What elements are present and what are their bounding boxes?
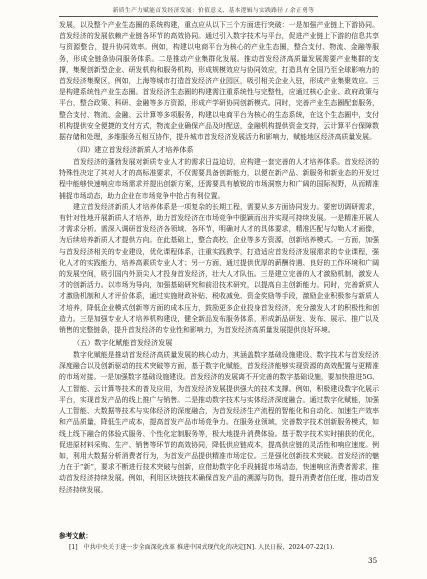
body-paragraph-digital: 数字化赋能是推动首发经济高质量发展的核心动力，其涵盖数字基础设施建设、数字技术与首发经济深度融合以及创新驱动的技术突破等方面，基于数字化赋能，首发经济能够实现资源的高效配置与更精准的市场对接。一是加强数字基础设施建设。首发经济的发展离不开完善的数字基础设施，要加快推进5G、人工智能、云计算等技术的普及应用，为首发经济发展提供强大的技术支撑。例如，积极建设数字化展示平台，实现首发产品的线上推广与销售。二是推动数字技术与实体经济深度融合。通过数字化赋能，加强人工智能、大数据等技术与实体经济的深度融合，为首发经济生产流程的智能化和自动化、加速生产效率和产品质量，降低生产成本，提高首发产品市场竞争力。在服务业领域，完善数字技术创新服务模式，如线上线下融合的体验式服务、个性化定制服务等，极大地提升消费体验。基于数字技术实时捕获的优化，促进原材料采购、生产、销售等环节的高效协同，降低供应链成本，提高供应链的灵活性和响应速度。例如，利用大数据分析消费者行为，为首发产品提供精准市场定位。三是强化创新技术突破。首发经济的魅力在于“新”，要求不断进行技术突破与创新，应借助数字化手段捕捉市场动态，快速响应消费者需求，推动首发经济持续发展。例如，利用区块链技术确保首发产品的溯源与防伪，提升消费者信任度，推动首发经济持续发展。 <box>59 351 379 494</box>
section-heading-digital: （五）数字化赋能首发经济发展 <box>73 338 173 348</box>
page-number: 35 <box>368 556 378 565</box>
body-paragraph-talent-system: 建立首发经济新质人才培养体系是一项复杂的长期工程，需要从多方面协同发力。要密切调研需求，有针对性地开展新质人才培养，助力首发经济在市场竞争中脱颖而出并实现可持续发展。一是精准开展人才需求分析。需深入调研首发经济各领域、各环节，明确对人才的具体要求，精准匹配与勾勒人才画像，为后续培养新质人才提供方向。在此基础上，整合高校、企业等多方资源，创新培养模式。一方面，加强与首发经济相关的专业建设，优化课程体系，注重实践教学，打造适应首发经济发展需求的专业课程，强化人才的实践能力，培养高素质专业人才；另一方面，通过提供优厚的薪酬待遇、良好的工作环境和广阔的发展空间，吸引国内外顶尖人才投身首发经济，壮大人才队伍。三是建立完善的人才激励机制，激发人才的创新活力。以市场为导向，加强基础研究和前沿技术研究，以提高自主创新能力。同时，完善新质人才激励机制和人才评价体系，通过实施财政补贴、税收减免、资金奖励等手段，激励企业积极参与新质人才培养，降低企业模式创新等方面的成本压力，鼓励更多企业投身首发经济，充分激发人才的积极性和创造力。三是加强专业人才培养机构建设，健全新品发布服务体系，形成新品研发、发布、展示、推广以及销售的完整链条，提升首发经济的专业性和影响力，为首发经济高质量发展提供良好环境。 <box>59 202 379 335</box>
reference-text: 中共中央关于进一步全面深化改革 推进中国式现代化的决定[N]. 人民日报，2024-07-22(1). <box>83 544 335 551</box>
reference-item <box>69 543 379 552</box>
reference-number: [1] <box>69 544 78 551</box>
article-body <box>59 20 379 496</box>
references-title: 参考文献： <box>59 532 92 540</box>
body-paragraph-industry-chain: 发展，以及整个产业生态圈的系统构建，重点应从以下三个方面进行突破：一是加强产业链上下游协同。首发经济的发展依赖产业链各环节的高效协同。通过引入数字技术与平台，促进产业链上下游的信息共享与资源整合，提升协同效率。例如，构建以电商平台为核心的产业生态圈，整合支付、物流、金融等服务，形成全链条协同服务体系。二是推动产业集群化发展。推动首发经济高质量发展需要产业集群的支撑，集聚创新型企业、研发机构和服务机构，形成规模效应与协同效应，打造具有全国乃至全球影响力的首发经济集聚区，例如，上海等城市打造首发经济产业园区，吸引相关企业入驻，形成产业集聚效应。三是构建系统性产业生态圈。首发经济生态圈的构建需注重系统性与完整性，应通过核心企业、政府政策与平台，整合政策、科研、金融等多方资源，形成产学研协同创新模式。同时，完善产业生态圈配套服务，整合支付、物流、金融、云计算等多项服务，构建以电商平台为核心的生态系统，在这个生态圈中，支付机构提供安全便捷的支付方式，物流企业确保产品及时配送，金融机构提供资金支持，云计算平台保障数据存储和处理，多维服务互相互协作，提升城市首发经济发展活力和影响力，赋能地区经济高质量发展。 <box>59 21 379 142</box>
running-header: 新质生产力赋能首发经济发展：价值意义、基本逻辑与实践路径 / 余正勇等 <box>112 8 315 14</box>
section-heading-talent: （四）建立首发经济新质人才培养体系 <box>73 145 194 155</box>
header-divider <box>59 16 378 17</box>
body-paragraph-talent-demand: 首发经济的蓬勃发展对新质专业人才的需求日益迫切，应构建一套完善的人才培养体系。首发经济的特殊性决定了其对人才的高标准要求，不仅需要具备创新能力，以便在新产品、新服务和新业态的开发过程中能够快速响应市场需求并提出创新方案，还需要具有敏锐的市场洞察力和广阔的国际视野，从而精准捕捉市场动态，助力企业在市场竞争中抢占有利位置。 <box>59 158 379 200</box>
